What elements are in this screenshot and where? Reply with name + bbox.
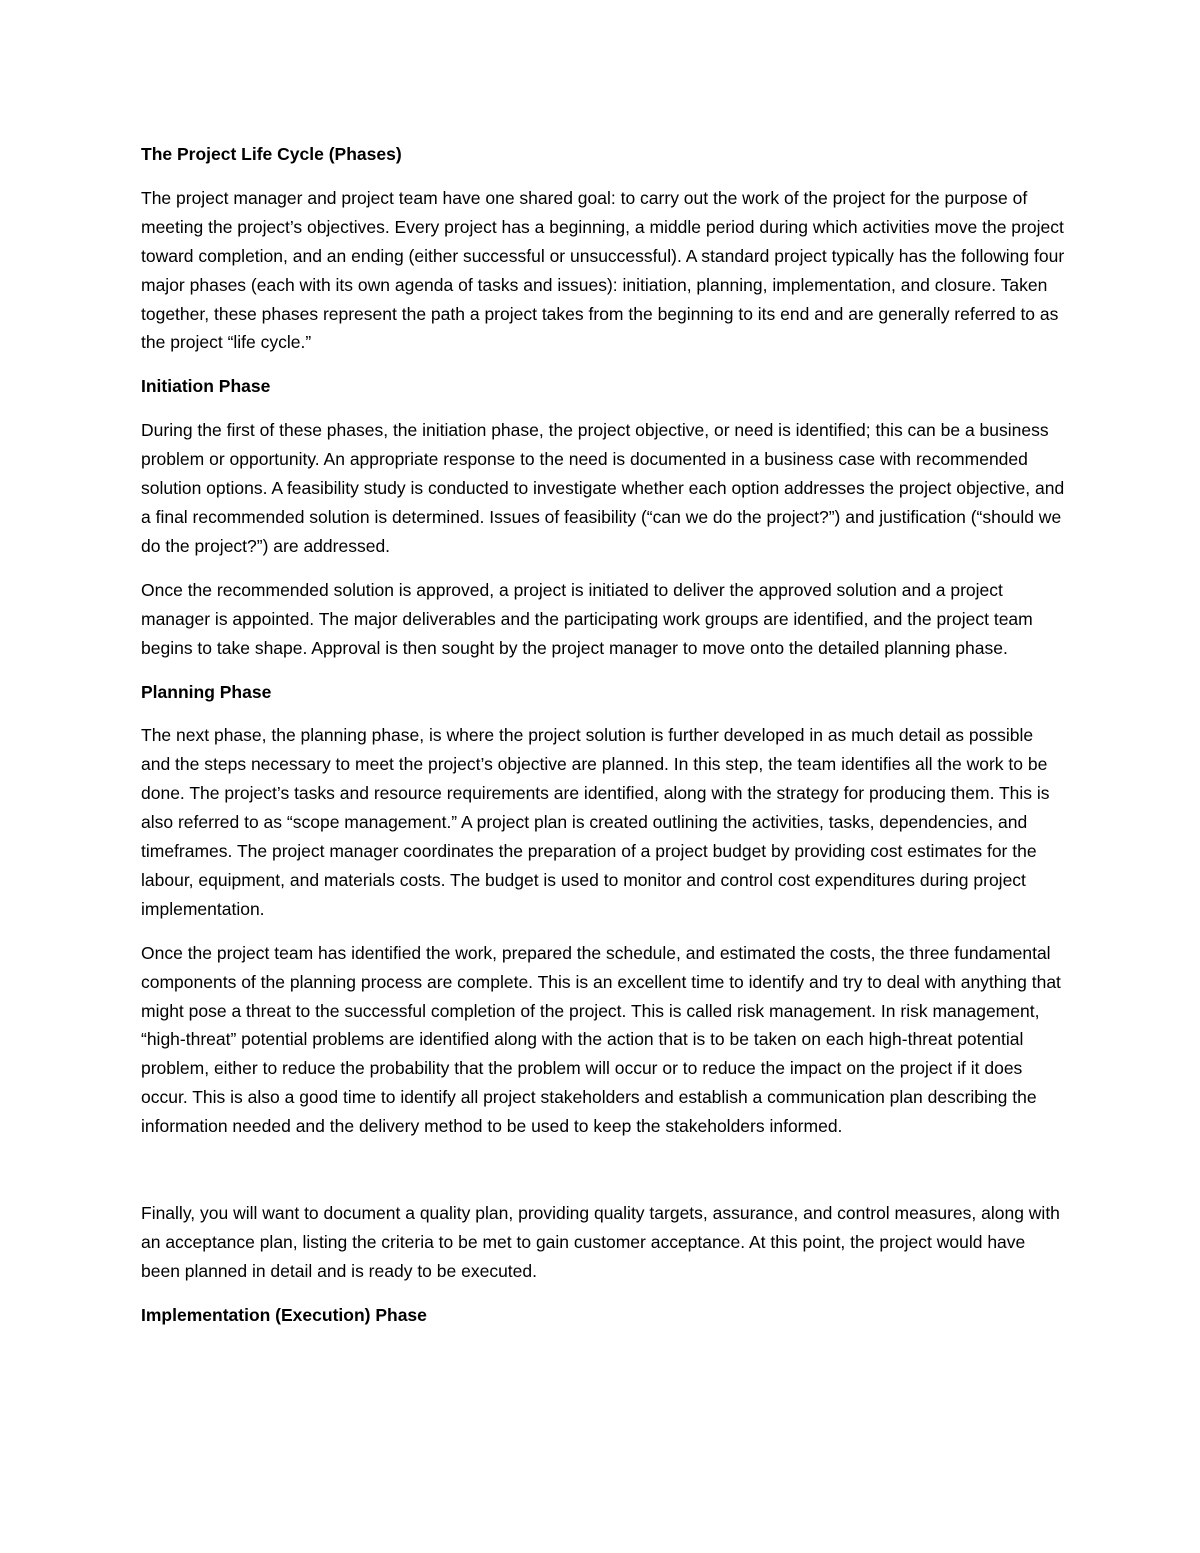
initiation-paragraph-2: Once the recommended solution is approved, a project is initiated to deliver the approved solution and a project manager is appointed. The major deliverables and the participating work groups are identified, and the project team begins to take shape. Approval is then sought by the project manager to move onto the detailed planning phase. [141, 579, 1033, 658]
planning-paragraph-3: Finally, you will want to document a quality plan, providing quality targets, assurance, and control measures, along with an acceptance plan, listing the criteria to be met to gain customer acceptance. At this point, the project would have been planned in detail and is ready to be executed. [141, 1203, 1060, 1281]
implementation-heading: Implementation (Execution) Phase [141, 1304, 427, 1325]
document-title: The Project Life Cycle (Phases) [141, 144, 402, 164]
initiation-heading: Initiation Phase [141, 376, 271, 397]
document-body [141, 140, 1066, 1345]
planning-heading: Planning Phase [141, 681, 272, 702]
intro-paragraph: The project manager and project team have one shared goal: to carry out the work of the project for the purpose of meeting the project’s objectives. Every project has a beginning, a middle period during which activities move the project toward completion, and an ending (either successful or unsuccessful). A standard project typically has the following four major phases (each with its own agenda of tasks and issues): initiation, planning, implementation, and closure. Taken together, these phases represent the path a project takes from the beginning to its end and are generally referred to as the project “life cycle.” [141, 187, 1065, 353]
planning-paragraph-2: Once the project team has identified the work, prepared the schedule, and estimated the costs, the three fundamental components of the planning process are complete. This is an excellent time to identify and try to deal with anything that might pose a threat to the successful completion of the project. This is called risk management. In risk management, “high-threat” potential problems are identified along with the action that is to be taken on each high-threat potential problem, either to reduce the probability that the problem will occur or to reduce the impact on the project if it does occur. This is also a good time to identify all project stakeholders and establish a communication plan describing the information needed and the delivery method to be used to keep the stakeholders informed. [141, 942, 1061, 1137]
planning-paragraph-1: The next phase, the planning phase, is where the project solution is further developed in as much detail as possible and the steps necessary to meet the project’s objective are planned. In this step, the team identifies all the work to be done. The project’s tasks and resource requirements are identified, along with the strategy for producing them. This is also referred to as “scope management.” A project plan is created outlining the activities, tasks, dependencies, and timeframes. The project manager coordinates the preparation of a project budget by providing cost estimates for the labour, equipment, and materials costs. The budget is used to monitor and control cost expenditures during project implementation. [141, 725, 1050, 919]
initiation-paragraph-1: During the first of these phases, the initiation phase, the project objective, or need is identified; this can be a business problem or opportunity. An appropriate response to the need is documented in a business case with recommended solution options. A feasibility study is conducted to investigate whether each option addresses the project objective, and a final recommended solution is determined. Issues of feasibility (“can we do the project?”) and justification (“should we do the project?”) are addressed. [141, 420, 1065, 556]
blank-line [141, 1156, 1066, 1199]
